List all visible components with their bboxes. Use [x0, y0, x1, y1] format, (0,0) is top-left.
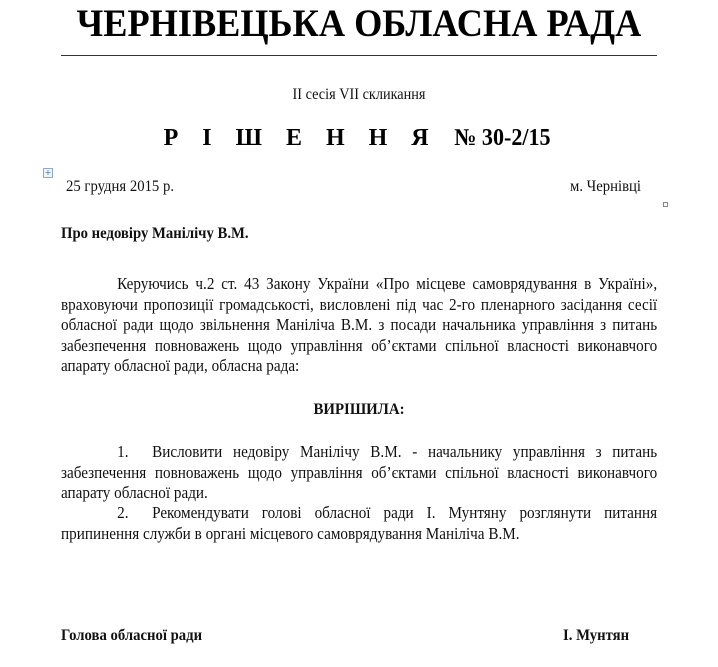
header-divider	[61, 55, 657, 56]
resolved-heading: ВИРІШИЛА:	[313, 401, 405, 418]
resize-handle-icon[interactable]	[663, 202, 668, 207]
decision-number: № 30-2/15	[453, 125, 551, 151]
session-line: ІІ сесія VІІ скликання	[292, 86, 426, 103]
item-text: Висловити недовіру Манілічу В.М. - начальнику управління з питань забезпечення повноважень щодо управління об’єктами спільної власності виконавчого апарату обласної ради.	[61, 442, 658, 502]
organization-title: ЧЕРНІВЕЦЬКА ОБЛАСНА РАДА	[76, 2, 642, 45]
decision-word: Р І Ш Е Н Н Я	[163, 125, 438, 151]
preamble-paragraph: Керуючись ч.2 ст. 43 Закону України «Про місцеве самоврядування в Україні», враховуючи пропозиції громадськості, висловлені під час 2-го пленарного засідання сесії обласної ради щодо звільнення Маніліча В.М. з посади начальника управління з питань забезпечення повноважень щодо управління об’єктами спільної власності виконавчого апарату обласної ради, обласна рада:	[61, 274, 658, 375]
resolution-item	[61, 442, 657, 504]
subject-line: Про недовіру Манілічу В.М.	[61, 225, 249, 242]
item-number: 2.	[117, 503, 129, 522]
signature-name: І. Мунтян	[563, 627, 630, 644]
decision-date: 25 грудня 2015 р.	[66, 178, 175, 195]
resolution-item	[61, 503, 657, 544]
signature-position: Голова обласної ради	[61, 627, 203, 644]
decision-title	[0, 124, 718, 152]
item-number: 1.	[117, 442, 129, 461]
item-text: Рекомендувати голові обласної ради І. Мунтяну розглянути питання припинення служби в органі місцевого самоврядування Маніліча В.М.	[61, 503, 658, 543]
decision-city: м. Чернівці	[570, 178, 642, 195]
move-handle-icon[interactable]: +	[44, 168, 52, 177]
